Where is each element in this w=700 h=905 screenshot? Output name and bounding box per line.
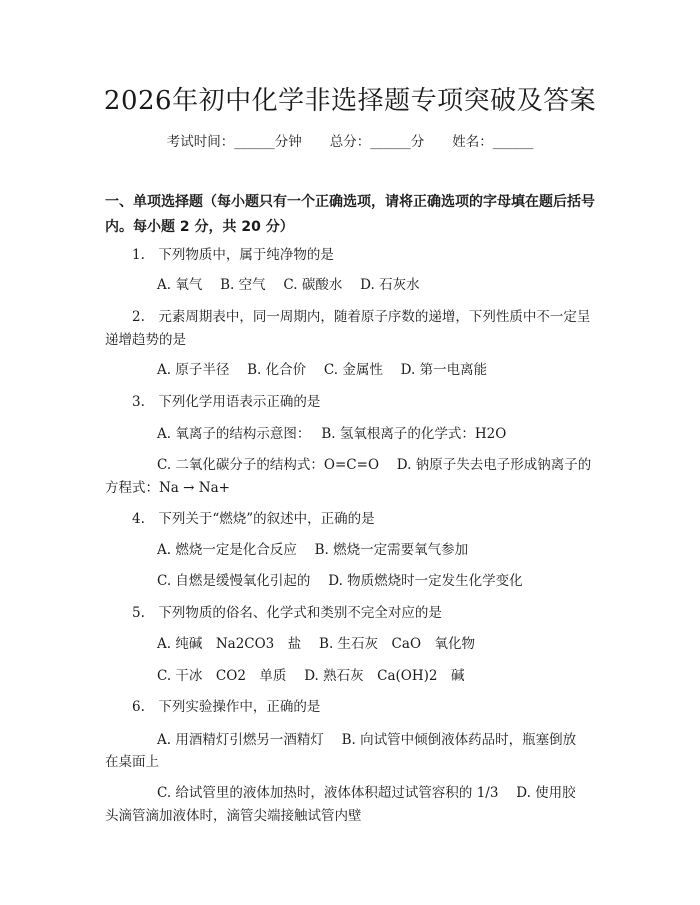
question-options: C. 给试管里的液体加热时，液体体积超过试管容积的 1/3 D. 使用胶 bbox=[157, 785, 576, 801]
question-options: A. 燃烧一定是化合反应 B. 燃烧一定需要氧气参加 bbox=[157, 542, 469, 558]
question-stem: 1. 下列物质中，属于纯净物的是 bbox=[132, 247, 334, 263]
section-heading: 一、单项选择题（每小题只有一个正确选项，请将正确选项的字母填在题后括号内。每小题 2 分，共 20 分） bbox=[105, 194, 595, 235]
question-stem-continued: 递增趋势的是 bbox=[105, 332, 186, 348]
question-stem: 6. 下列实验操作中，正确的是 bbox=[132, 699, 321, 715]
question-options-continued: 头滴管滴加液体时，滴管尖端接触试管内壁 bbox=[105, 808, 362, 824]
question-stem: 4. 下列关于“燃烧”的叙述中，正确的是 bbox=[132, 511, 375, 527]
question-options-continued: 方程式：Na → Na+ bbox=[105, 480, 230, 496]
question-options: A. 氧气 B. 空气 C. 碳酸水 D. 石灰水 bbox=[157, 277, 420, 293]
question-options: A. 原子半径 B. 化合价 C. 金属性 D. 第一电离能 bbox=[157, 362, 488, 378]
question-options-continued: 在桌面上 bbox=[105, 754, 159, 770]
total-score-field: 总分：______分 bbox=[329, 134, 425, 150]
student-name-field: 姓名：______ bbox=[452, 134, 534, 150]
question-options: A. 氧离子的结构示意图： B. 氢氧根离子的化学式：H2O bbox=[157, 426, 507, 442]
exam-title: 2026年初中化学非选择题专项突破及答案 bbox=[103, 86, 597, 116]
question-options: A. 纯碱 Na2CO3 盐 B. 生石灰 CaO 氧化物 bbox=[157, 636, 476, 652]
question-options: C. 二氧化碳分子的结构式：O=C=O D. 钠原子失去电子形成钠离子的 bbox=[157, 457, 592, 473]
question-stem: 2. 元素周期表中，同一周期内，随着原子序数的递增，下列性质中不一定呈 bbox=[132, 309, 591, 325]
question-options: A. 用酒精灯引燃另一酒精灯 B. 向试管中倾倒液体药品时，瓶塞倒放 bbox=[157, 732, 577, 748]
question-options: C. 自燃是缓慢氧化引起的 D. 物质燃烧时一定发生化学变化 bbox=[157, 573, 523, 589]
question-options: C. 干冰 CO2 单质 D. 熟石灰 Ca(OH)2 碱 bbox=[157, 668, 465, 684]
question-stem: 5. 下列物质的俗名、化学式和类别不完全对应的是 bbox=[132, 605, 442, 621]
question-stem: 3. 下列化学用语表示正确的是 bbox=[132, 394, 321, 410]
exam-info-line bbox=[0, 132, 700, 152]
exam-time-field: 考试时间：______分钟 bbox=[166, 134, 302, 150]
